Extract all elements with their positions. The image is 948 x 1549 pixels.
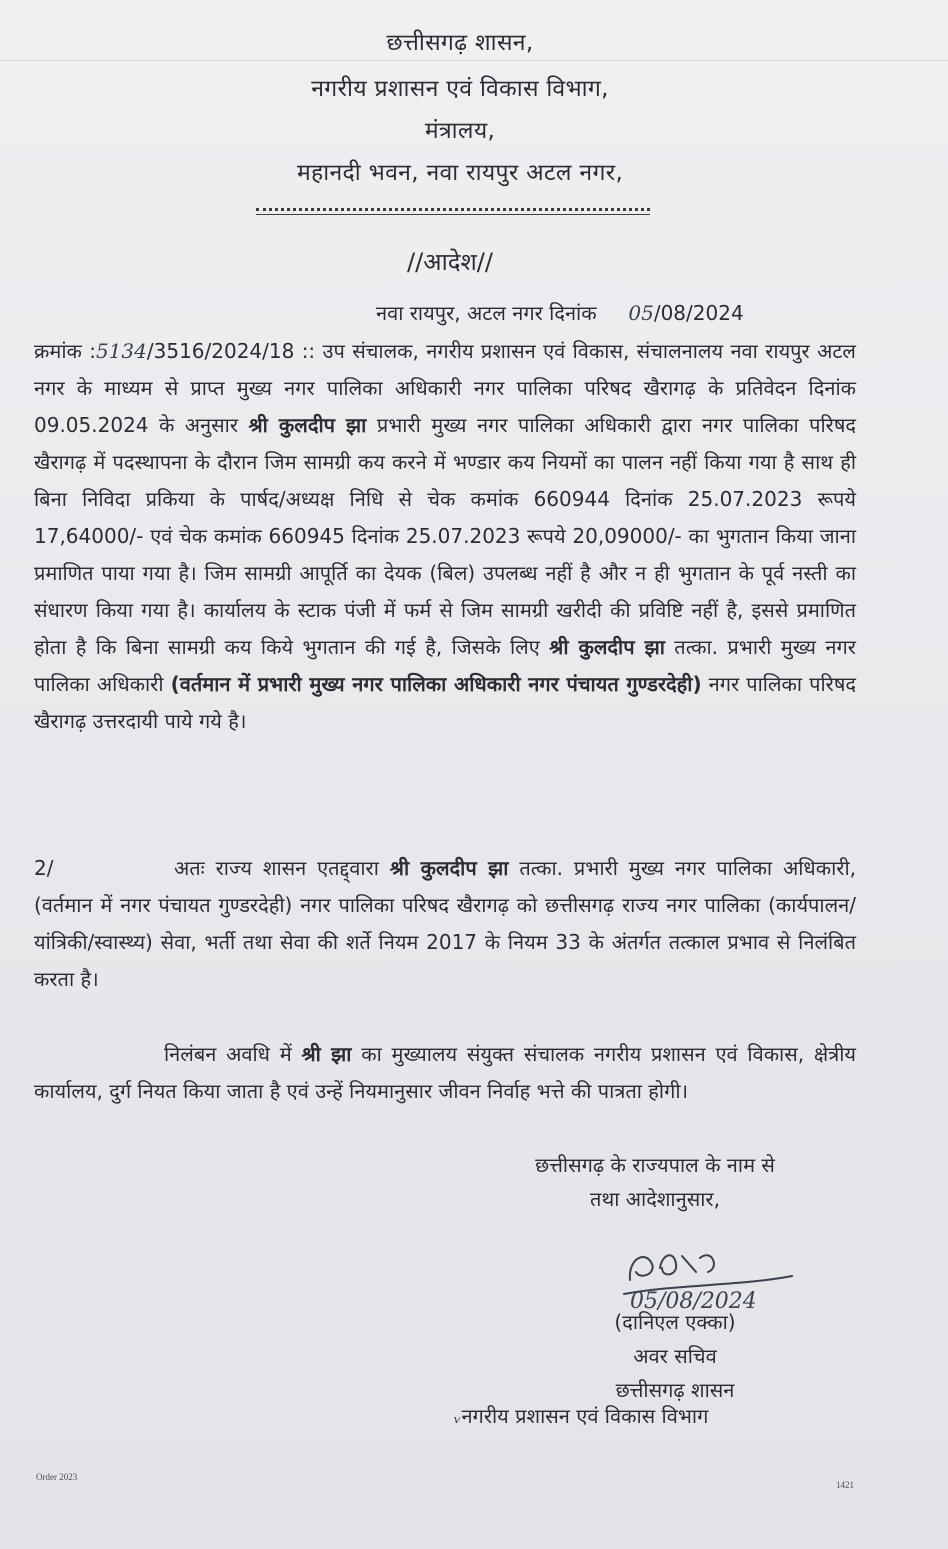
current-posting: (वर्तमान में प्रभारी मुख्य नगर पालिका अधिकारी नगर पंचायत गुण्डरदेही)	[170, 672, 702, 696]
closing-line-2: तथा आदेशानुसार,	[590, 1187, 720, 1211]
ref-label: क्रमांक :	[34, 339, 96, 363]
para1-conclusion: नगर पालिका परिषद खैरागढ़ उत्तरदायी पाये गये है।	[34, 672, 857, 733]
para1-body: प्रभारी मुख्य नगर पालिका अधिकारी द्वारा नगर पालिका परिषद खैरागढ़ में पदस्थापना के दौरान जिम सामग्री कय करने में भण्डार कय नियमों का पालन नहीं किया गया है साथ ही बिना निविदा प्रकिया के पार्षद/अध्यक्ष निधि से चेक कमांक 660944 दिनांक 25.07.2023 रूपये 17,64000/- एवं चेक कमांक 660945 दिनांक 25.07.2023 रूपये 20,09000/- का भुगतान किया जाना प्रमाणित पाया गया है। जिम सामग्री आपूर्ति का देयक (बिल) उपलब्ध नहीं है और न ही भुगतान के पूर्व नस्ती का संधारण किया गया है। कार्यालय के स्टाक पंजी में फर्म से जिम सामग्री खरीदी की प्रविष्टि नहीं है, इससे प्रमाणित होता है कि बिना सामग्री कय किये भुगतान की गई है, जिसके लिए	[34, 413, 857, 659]
para3-body: का मुख्यालय संयुक्त संचालक नगरीय प्रशासन एवं विकास, क्षेत्रीय कार्यालय, दुर्ग नियत किया जाता है एवं उन्हें नियमानुसार जीवन निर्वाह भत्ते की पात्रता होगी।	[34, 1042, 857, 1103]
officer-name: श्री कुलदीप झा	[248, 413, 367, 437]
header-department: नगरीय प्रशासन एवं विकास विभाग,	[311, 76, 609, 102]
para2-number: 2/	[34, 856, 54, 880]
officer-name-2: श्री कुलदीप झा	[549, 635, 665, 659]
ref-text: /3516/2024/18 :: उप संचालक, नगरीय प्रशासन एवं विकास, संचालनालय नवा रायपुर अटल नगर के माध्यम से प्राप्त मुख्य नगर पालिका अधिकारी नगर पालिका परिषद खैरागढ़ के प्रतिवेदन दिनांक 09.05.2024 के अनुसार	[34, 339, 856, 437]
para2-officer-name: श्री कुलदीप झा	[389, 856, 509, 880]
order-title: //आदेश//	[407, 248, 493, 276]
scan-edge-line	[0, 60, 948, 61]
signatory-block	[540, 1305, 810, 1407]
footer-form-code: Order 2023	[36, 1472, 78, 1482]
signatory-designation: अवर सचिव	[633, 1344, 717, 1368]
signatory-government: छत्तीसगढ़ शासन	[615, 1378, 735, 1402]
closing-line-1: छत्तीसगढ़ के राज्यपाल के नाम से	[535, 1153, 775, 1177]
ref-number-handwritten: 5134	[95, 339, 147, 363]
signatory-department-text: नगरीय प्रशासन एवं विकास विभाग	[461, 1404, 709, 1428]
para3-lead: निलंबन अवधि में	[164, 1042, 292, 1066]
paragraph-2	[34, 850, 856, 998]
signatory-department	[454, 1402, 708, 1429]
para3-officer-name: श्री झा	[301, 1042, 352, 1066]
para2-lead: अतः राज्य शासन एतद्द्वारा	[174, 856, 379, 880]
paragraph-3	[34, 1036, 856, 1110]
date-day-handwritten: 05	[628, 301, 654, 325]
paragraph-1	[34, 333, 856, 740]
header-address: महानदी भवन, नवा रायपुर अटल नगर,	[296, 160, 624, 186]
para1-designation: तत्का. प्रभारी मुख्य नगर पालिका अधिकारी	[34, 635, 856, 696]
order-date-line	[376, 299, 744, 326]
footer-page-code: 1421	[836, 1480, 854, 1490]
closing-block	[480, 1148, 830, 1216]
signatory-name: (दानिएल एक्का)	[614, 1310, 736, 1334]
para2-body: तत्का. प्रभारी मुख्य नगर पालिका अधिकारी, (वर्तमान में नगर पंचायत गुण्डरदेही) नगर पालिका परिषद खैरागढ़ को छत्तीसगढ़ राज्य नगर पालिका (कार्यपालन/यांत्रिकी/स्वास्थ्य) सेवा, भर्ती तथा सेवा की शर्ते नियम 2017 के नियम 33 के अंतर्गत तत्काल प्रभाव से निलंबित करता है।	[34, 856, 856, 991]
date-place-label: नवा रायपुर, अटल नगर दिनांक	[376, 301, 597, 325]
pen-mark: ᵥ	[454, 1404, 462, 1428]
header-divider-dotted	[256, 208, 650, 211]
header-divider-solid	[256, 214, 650, 215]
signature-date: 05/08/2024	[630, 1289, 757, 1314]
header-ministry: मंत्रालय,	[424, 118, 496, 144]
header-government: छत्तीसगढ़ शासन,	[386, 30, 534, 56]
date-month-year: /08/2024	[653, 301, 744, 325]
